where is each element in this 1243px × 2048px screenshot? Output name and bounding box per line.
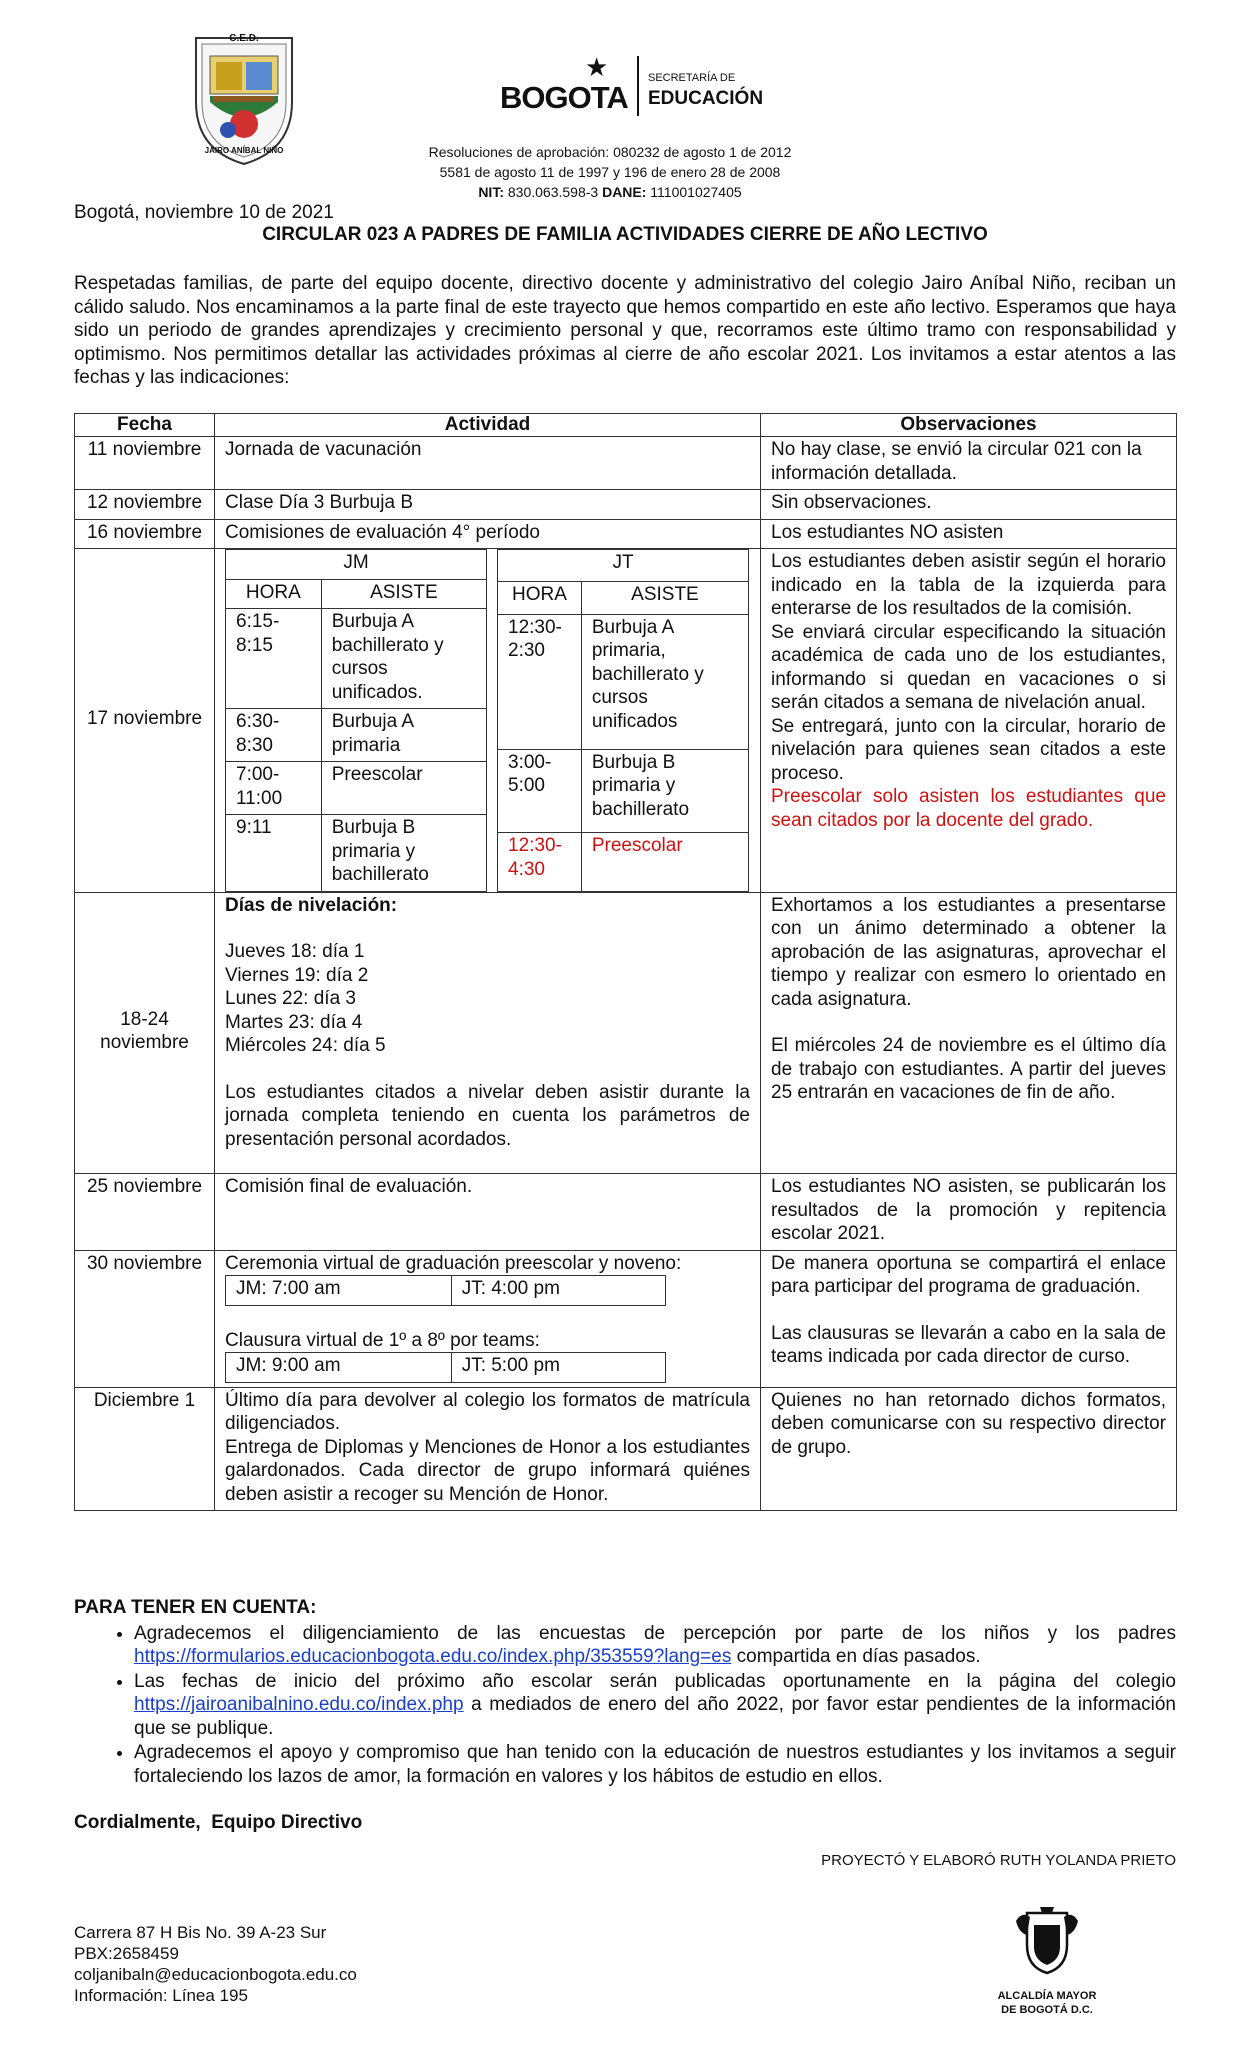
ceremony-title: Ceremonia virtual de graduación preescolar y noveno: bbox=[225, 1252, 682, 1274]
dane-value: 111001027405 bbox=[646, 184, 742, 200]
school-logo bbox=[188, 32, 300, 167]
note-text: Agradecemos el apoyo y compromiso que han tenido con la educación de nuestros estudiantes y los invitamos a seguir fortaleciendo los lazos de amor, la formación en valores y los hábitos de estudio en ellos. bbox=[134, 1742, 1176, 1787]
resolution-line2: 5581 de agosto 11 de 1997 y 196 de enero 28 de 2008 bbox=[439, 164, 781, 180]
footer-contact bbox=[74, 1922, 357, 2006]
note-text: a mediados de enero del año 2022, por favor estar pendientes de la información que se publique. bbox=[134, 1694, 1176, 1739]
jm-hora: 6:15-8:15 bbox=[226, 609, 322, 709]
table-row bbox=[75, 1174, 1177, 1251]
row-observations: No hay clase, se envió la circular 021 con la información detallada. bbox=[761, 437, 1177, 490]
jt-hora: 12:30-4:30 bbox=[498, 833, 582, 891]
table-row bbox=[75, 549, 1177, 893]
closure-times bbox=[225, 1352, 666, 1383]
logo-divider bbox=[637, 56, 639, 116]
table-row bbox=[75, 519, 1177, 549]
obs-paragraph: Exhortamos a los estudiantes a presentarse con un ánimo determinado a obtener la aprobación de las asignaturas, aprovechar el tiempo y realizar con esmero lo orientado en cada asignatura. bbox=[771, 894, 1166, 1010]
footer-address: Carrera 87 H Bis No. 39 A-23 Sur bbox=[74, 1923, 327, 1942]
obs-paragraph: Las clausuras se llevarán a cabo en la sala de teams indicada por cada director de curso. bbox=[771, 1322, 1166, 1367]
jt-hora: 12:30-2:30 bbox=[498, 614, 582, 749]
jm-schedule bbox=[225, 549, 487, 892]
star-icon: ★ bbox=[585, 52, 609, 82]
row-date: 16 noviembre bbox=[75, 519, 215, 549]
jm-asiste: Burbuja B primaria y bachillerato bbox=[321, 815, 486, 892]
intro-paragraph: Respetadas familias, de parte del equipo docente, directivo docente y administrativo del colegio Jairo Aníbal Niño, reciban un cálido saludo. Nos encaminamos a la parte final de este trayecto que hemos compartido en este año lectivo. Esperamos que haya sido un periodo de grandes aprendizajes y crecimiento personal y que, recorramos este último tramo con responsabilidad y optimismo. Nos permitimos detallar las actividades próximas al cierre de año escolar 2021. Los invitamos a estar atentos a las fechas y las indicaciones: bbox=[74, 273, 1176, 388]
activities-table bbox=[74, 413, 1177, 1511]
nit-value: 830.063.598-3 bbox=[503, 184, 603, 200]
school-logo-top-text: C.E.D. bbox=[229, 33, 259, 44]
bogota-logo bbox=[500, 54, 770, 124]
obs-paragraph-red: Preescolar solo asisten los estudiantes que sean citados por la docente del grado. bbox=[771, 786, 1166, 831]
row-activity bbox=[215, 549, 761, 893]
leveling-note: Los estudiantes citados a nivelar deben asistir durante la jornada completa teniendo en cuenta los parámetros de presentación personal acordados. bbox=[225, 1081, 750, 1150]
header-actividad: Actividad bbox=[215, 414, 761, 437]
row-observations: Quienes no han retornado dichos formatos, deben comunicarse con su respectivo director de grupo. bbox=[761, 1387, 1177, 1511]
row-observations: Sin observaciones. bbox=[761, 490, 1177, 520]
list-item bbox=[134, 1670, 1176, 1741]
resolutions bbox=[380, 142, 840, 202]
resolution-line1: Resoluciones de aprobación: 080232 de agosto 1 de 2012 bbox=[428, 144, 792, 160]
jt-asiste: Burbuja A primaria, bachillerato y cursos unificados bbox=[581, 614, 748, 749]
nit-label: NIT: bbox=[478, 184, 504, 200]
closure-title: Clausura virtual de 1º a 8º por teams: bbox=[225, 1329, 540, 1351]
leveling-day: Martes 23: día 4 bbox=[225, 1011, 363, 1033]
row-activity: Comisiones de evaluación 4° período bbox=[215, 519, 761, 549]
row-observations bbox=[761, 1250, 1177, 1387]
leveling-day: Miércoles 24: día 5 bbox=[225, 1035, 386, 1056]
leveling-heading: Días de nivelación: bbox=[225, 894, 398, 916]
notes-section bbox=[74, 1596, 1176, 1789]
jm-asiste: Burbuja A primaria bbox=[321, 709, 486, 762]
footer-email: coljanibaln@educacionbogota.edu.co bbox=[74, 1965, 357, 1984]
row-activity: Comisión final de evaluación. bbox=[215, 1174, 761, 1251]
dept-line1: SECRETARÍA DE bbox=[648, 72, 736, 84]
closure-jt: JT: 5:00 pm bbox=[451, 1353, 665, 1383]
note-text: Agradecemos el diligenciamiento de las encuestas de percepción por parte de los niños y los padres bbox=[134, 1622, 1176, 1644]
jm-hora: 9:11 bbox=[226, 815, 322, 892]
page-title: CIRCULAR 023 A PADRES DE FAMILIA ACTIVIDADES CIERRE DE AÑO LECTIVO bbox=[262, 224, 988, 245]
jt-hora: 3:00-5:00 bbox=[498, 749, 582, 833]
jm-title: JM bbox=[226, 550, 487, 580]
footer-pbx: PBX:2658459 bbox=[74, 1944, 179, 1963]
header-observaciones: Observaciones bbox=[761, 414, 1177, 437]
jt-schedule bbox=[497, 549, 749, 892]
row-date: 25 noviembre bbox=[75, 1174, 215, 1251]
list-item bbox=[134, 1622, 1176, 1669]
row-observations: Los estudiantes NO asisten, se publicarán los resultados de la promoción y repitencia escolar 2021. bbox=[761, 1174, 1177, 1251]
jm-asiste: Preescolar bbox=[321, 762, 486, 815]
bogota-wordmark: BOGOTA bbox=[500, 80, 628, 115]
footer-info: Información: Línea 195 bbox=[74, 1986, 248, 2005]
row-observations bbox=[761, 892, 1177, 1174]
row-date bbox=[75, 549, 215, 893]
leveling-day: Viernes 19: día 2 bbox=[225, 964, 369, 986]
note-text: compartida en días pasados. bbox=[731, 1646, 981, 1667]
jt-title: JT bbox=[498, 550, 749, 582]
list-item bbox=[134, 1741, 1176, 1788]
jm-hora-header: HORA bbox=[226, 579, 322, 609]
closing: Cordialmente, Equipo Directivo bbox=[74, 1812, 363, 1833]
row-activity bbox=[215, 1387, 761, 1511]
prepared-by: PROYECTÓ Y ELABORÓ RUTH YOLANDA PRIETO bbox=[821, 1852, 1176, 1869]
row-observations bbox=[761, 549, 1177, 893]
table-row bbox=[75, 1387, 1177, 1511]
jm-hora: 7:00-11:00 bbox=[226, 762, 322, 815]
row-date: Diciembre 1 bbox=[75, 1387, 215, 1511]
row-date-text: 17 noviembre bbox=[86, 708, 203, 729]
jt-hora-header: HORA bbox=[498, 582, 582, 614]
note-text: Las fechas de inicio del próximo año escolar serán publicadas oportunamente en la página del colegio bbox=[134, 1670, 1176, 1692]
activity-paragraph: Último día para devolver al colegio los formatos de matrícula diligenciados. bbox=[225, 1389, 750, 1434]
row-date: 11 noviembre bbox=[75, 437, 215, 490]
jt-asiste: Preescolar bbox=[581, 833, 748, 891]
row-date-text: 18-24 noviembre bbox=[100, 1008, 189, 1054]
table-row bbox=[75, 437, 1177, 490]
dane-label: DANE: bbox=[602, 184, 647, 200]
row-activity bbox=[215, 892, 761, 1174]
row-activity bbox=[215, 1250, 761, 1387]
notes-list bbox=[74, 1622, 1176, 1789]
row-date: 30 noviembre bbox=[75, 1250, 215, 1387]
obs-paragraph: Se entregará, junto con la circular, horario de nivelación para quienes sean citados a este proceso. bbox=[771, 715, 1166, 784]
jm-asiste: Burbuja A bachillerato y cursos unificados. bbox=[321, 609, 486, 709]
table-header-row bbox=[75, 414, 1177, 437]
alcaldia-logo bbox=[992, 1905, 1102, 2015]
ceremony-times bbox=[225, 1275, 666, 1306]
table-row bbox=[75, 490, 1177, 520]
obs-paragraph: Se enviará circular especificando la situación académica de cada uno de los estudiantes, informando si quedan en vacaciones o si serán citados a semana de nivelación anual. bbox=[771, 621, 1166, 713]
ceremony-jt: JT: 4:00 pm bbox=[451, 1276, 665, 1306]
coat-of-arms-icon bbox=[992, 1905, 1102, 1977]
alcaldia-line2: DE BOGOTÁ D.C. bbox=[1001, 2004, 1093, 2016]
dept-line2: EDUCACIÓN bbox=[648, 88, 764, 109]
row-date bbox=[75, 892, 215, 1174]
nit-dane-line bbox=[380, 182, 840, 202]
alcaldia-line1: ALCALDÍA MAYOR bbox=[997, 1990, 1097, 2002]
obs-paragraph: De manera oportuna se compartirá el enlace para participar del programa de graduación. bbox=[771, 1252, 1166, 1297]
jt-asiste: Burbuja B primaria y bachillerato bbox=[581, 749, 748, 833]
obs-paragraph: El miércoles 24 de noviembre es el último día de trabajo con estudiantes. A partir del jueves 25 entrarán en vacaciones de fin de año. bbox=[771, 1035, 1166, 1103]
jm-asiste-header: ASISTE bbox=[321, 579, 486, 609]
activity-paragraph: Entrega de Diplomas y Menciones de Honor a los estudiantes galardonados. Cada director de grupo informará quiénes deben asistir a recoger su Mención de Honor. bbox=[225, 1436, 750, 1505]
table-row bbox=[75, 1250, 1177, 1387]
survey-link[interactable]: https://formularios.educacionbogota.edu.co/index.php/353559?lang=es bbox=[134, 1646, 732, 1667]
row-activity: Clase Día 3 Burbuja B bbox=[215, 490, 761, 520]
header-fecha: Fecha bbox=[75, 414, 215, 437]
school-website-link[interactable]: https://jairoanibalnino.edu.co/index.php bbox=[134, 1694, 464, 1715]
ceremony-jm: JM: 7:00 am bbox=[226, 1276, 452, 1306]
closure-jm: JM: 9:00 am bbox=[226, 1353, 452, 1383]
notes-heading: PARA TENER EN CUENTA: bbox=[74, 1597, 317, 1618]
jt-asiste-header: ASISTE bbox=[581, 582, 748, 614]
row-activity: Jornada de vacunación bbox=[215, 437, 761, 490]
date-line: Bogotá, noviembre 10 de 2021 bbox=[74, 202, 334, 223]
school-logo-bottom-text: JAIRO ANÍBAL NIÑO bbox=[204, 146, 284, 155]
jm-hora: 6:30-8:30 bbox=[226, 709, 322, 762]
leveling-day: Lunes 22: día 3 bbox=[225, 988, 356, 1009]
row-observations: Los estudiantes NO asisten bbox=[761, 519, 1177, 549]
obs-paragraph: Los estudiantes deben asistir según el horario indicado en la tabla de la izquierda para enterarse de los resultados de la comisión. bbox=[771, 551, 1166, 619]
table-row bbox=[75, 892, 1177, 1174]
row-date: 12 noviembre bbox=[75, 490, 215, 520]
leveling-day: Jueves 18: día 1 bbox=[225, 941, 365, 962]
